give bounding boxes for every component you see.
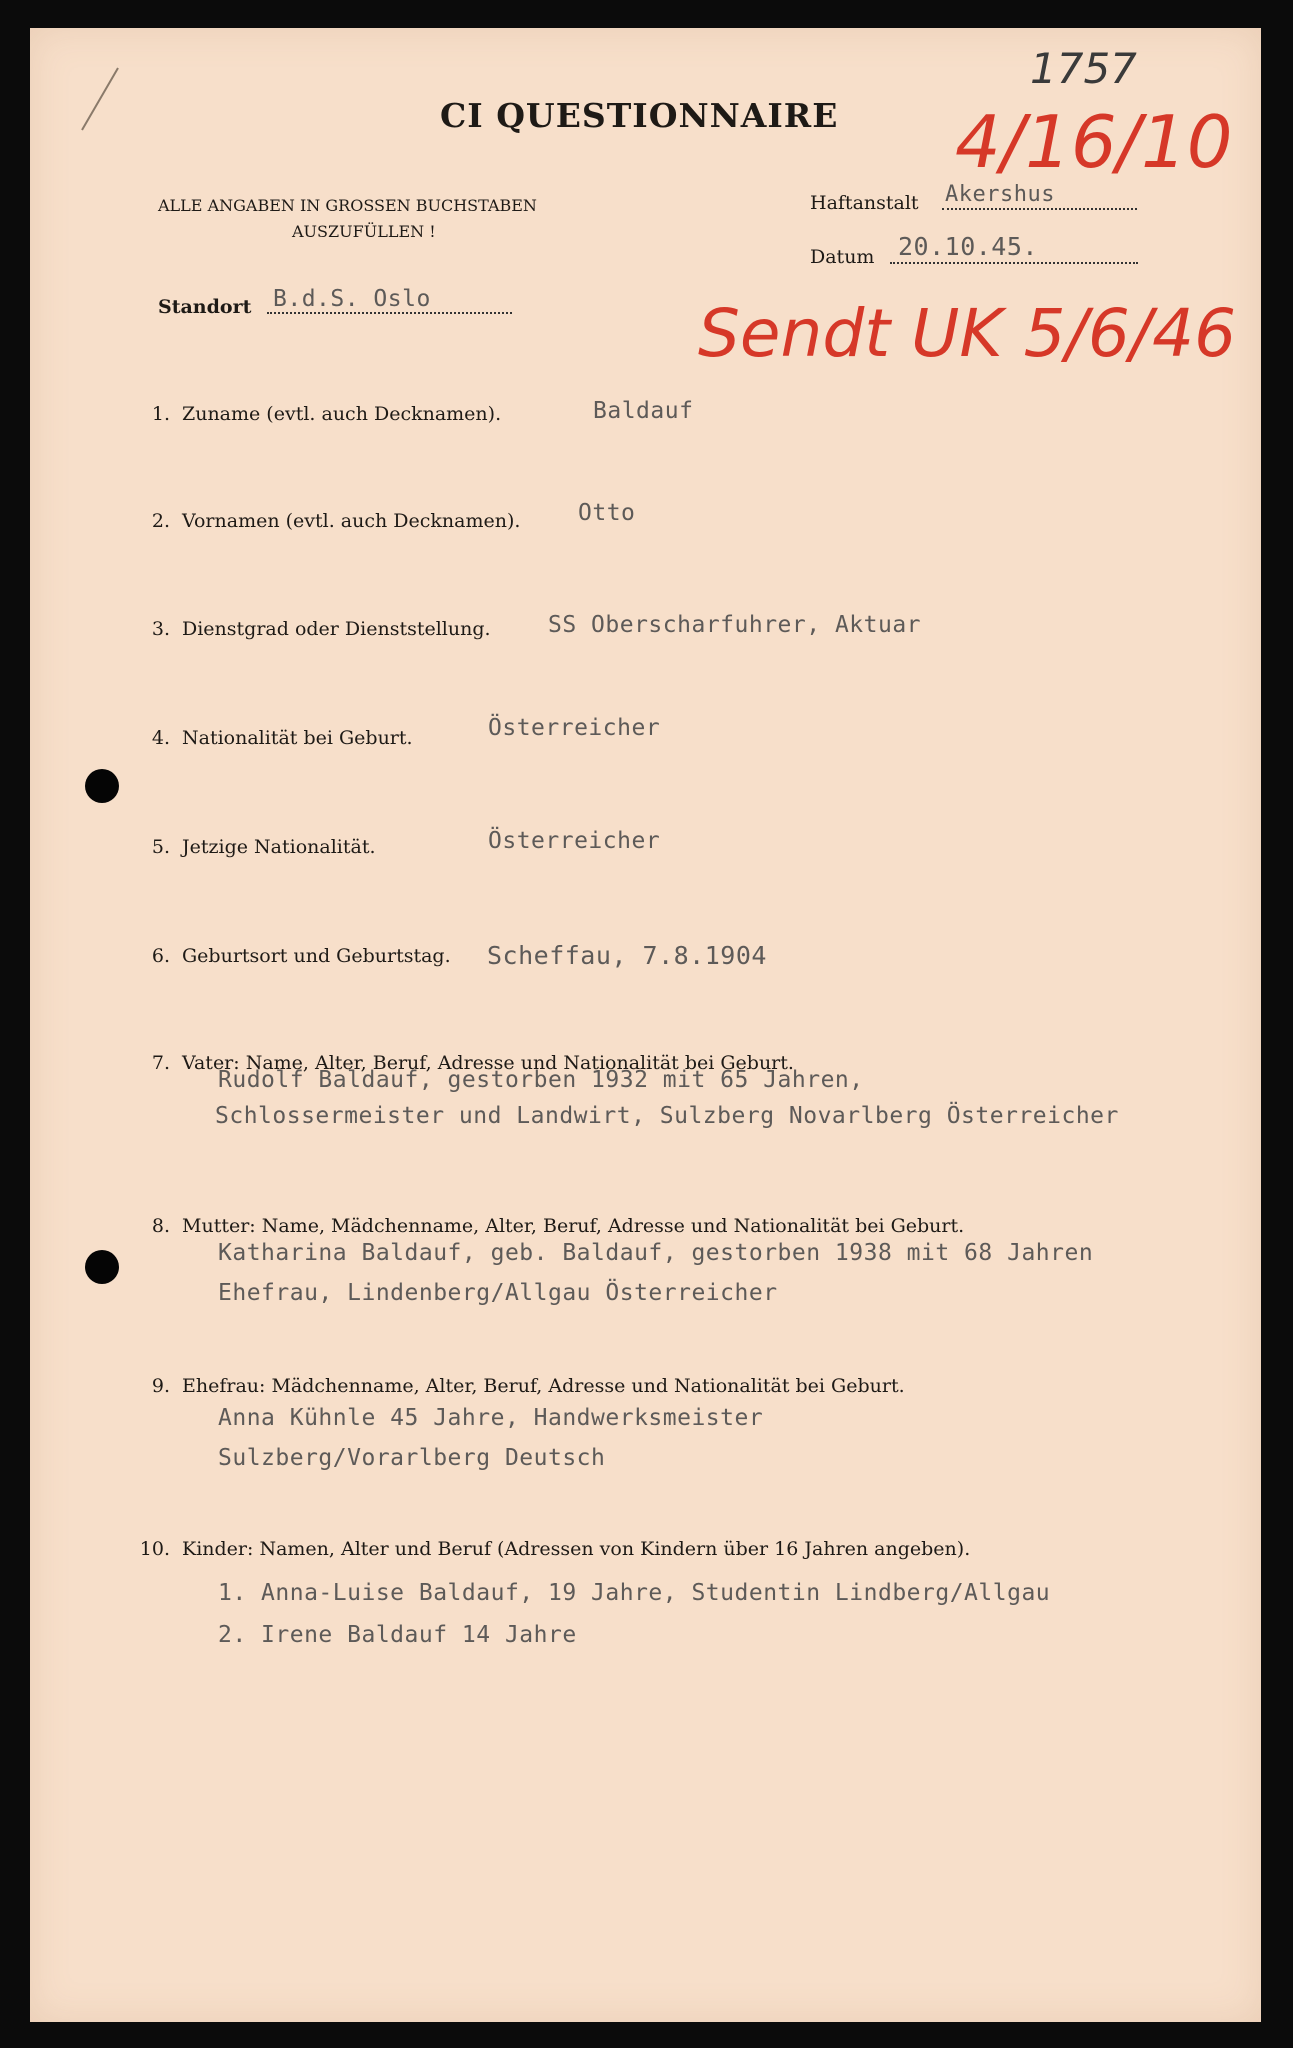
punch-hole-bottom [85, 1250, 119, 1284]
question-8-number: 8. [151, 1215, 170, 1237]
standort-label: Standort [158, 296, 252, 318]
question-10-answer-line-1: 1. Anna-Luise Baldauf, 19 Jahre, Studentin Lindberg/Allgau [218, 1580, 1051, 1606]
datum-line [890, 262, 1138, 264]
page-title: CI QUESTIONNAIRE [440, 96, 839, 135]
question-4-label [130, 727, 413, 749]
question-9-answer-line-2: Sulzberg/Vorarlberg Deutsch [218, 1445, 606, 1471]
standort-line [267, 312, 512, 314]
question-3-number: 3. [151, 618, 170, 640]
question-9-answer-line-1: Anna Kühnle 45 Jahre, Handwerksmeister [218, 1405, 764, 1431]
instruction-line-1: ALLE ANGABEN IN GROSSEN BUCHSTABEN [158, 196, 537, 215]
question-5-label [130, 836, 376, 858]
question-6-label [130, 945, 451, 967]
question-9-text: Ehefrau: Mädchenname, Alter, Beruf, Adresse und Nationalität bei Geburt. [182, 1375, 905, 1397]
pencil-number: 1757 [1030, 44, 1137, 93]
red-number: 4/16/10 [955, 100, 1233, 184]
question-10-text: Kinder: Namen, Alter und Beruf (Adressen von Kindern über 16 Jahren angeben). [182, 1538, 971, 1560]
question-5-number: 5. [151, 836, 170, 858]
datum-value: 20.10.45. [898, 232, 1038, 261]
question-1-answer: Baldauf [593, 398, 694, 424]
punch-hole-top [85, 769, 119, 803]
question-4-answer: Österreicher [488, 715, 661, 741]
question-3-label [130, 618, 491, 640]
red-sent-note: Sendt UK 5/6/46 [698, 295, 1237, 372]
question-1-text: Zuname (evtl. auch Decknamen). [182, 403, 502, 425]
question-7-text: Vater: Name, Alter, Beruf, Adresse und Nationalität bei Geburt. [182, 1052, 794, 1074]
question-9-number: 9. [151, 1375, 170, 1397]
question-6-text: Geburtsort und Geburtstag. [182, 945, 451, 967]
question-9-label [130, 1375, 905, 1397]
question-2-answer: Otto [578, 500, 636, 526]
question-8-answer-line-1: Katharina Baldauf, geb. Baldauf, gestorben 1938 mit 68 Jahren [218, 1240, 1094, 1266]
standort-value: B.d.S. Oslo [273, 286, 431, 312]
question-6-number: 6. [151, 945, 170, 967]
question-5-text: Jetzige Nationalität. [182, 836, 376, 858]
question-8-label [130, 1215, 964, 1237]
pencil-mark [70, 60, 130, 140]
question-4-text: Nationalität bei Geburt. [182, 727, 413, 749]
datum-label: Datum [810, 246, 875, 268]
question-6-answer: Scheffau, 7.8.1904 [487, 941, 767, 970]
question-10-number: 10. [139, 1538, 170, 1560]
question-5-answer: Österreicher [488, 828, 661, 854]
question-2-label [130, 510, 520, 532]
question-8-text: Mutter: Name, Mädchenname, Alter, Beruf, Adresse und Nationalität bei Geburt. [182, 1215, 965, 1237]
question-1-number: 1. [151, 403, 170, 425]
question-7-answer-line-1: Rudolf Baldauf, gestorben 1932 mit 65 Jahren, [218, 1067, 864, 1093]
instruction-line-2: AUSZUFÜLLEN ! [292, 222, 436, 241]
question-7-answer-line-2: Schlossermeister und Landwirt, Sulzberg Novarlberg Österreicher [215, 1103, 1119, 1129]
haftanstalt-label: Haftanstalt [810, 192, 919, 214]
question-7-number: 7. [151, 1052, 170, 1074]
question-2-text: Vornamen (evtl. auch Decknamen). [182, 510, 521, 532]
question-10-answer-line-2: 2. Irene Baldauf 14 Jahre [218, 1622, 577, 1648]
question-8-answer-line-2: Ehefrau, Lindenberg/Allgau Österreicher [218, 1280, 778, 1306]
question-10-label [130, 1538, 970, 1560]
question-2-number: 2. [151, 510, 170, 532]
question-4-number: 4. [151, 727, 170, 749]
question-3-answer: SS Oberscharfuhrer, Aktuar [548, 612, 922, 638]
question-1-label [130, 403, 501, 425]
question-3-text: Dienstgrad oder Dienststellung. [182, 618, 491, 640]
haftanstalt-value: Akershus [945, 182, 1055, 207]
haftanstalt-line [942, 208, 1137, 210]
